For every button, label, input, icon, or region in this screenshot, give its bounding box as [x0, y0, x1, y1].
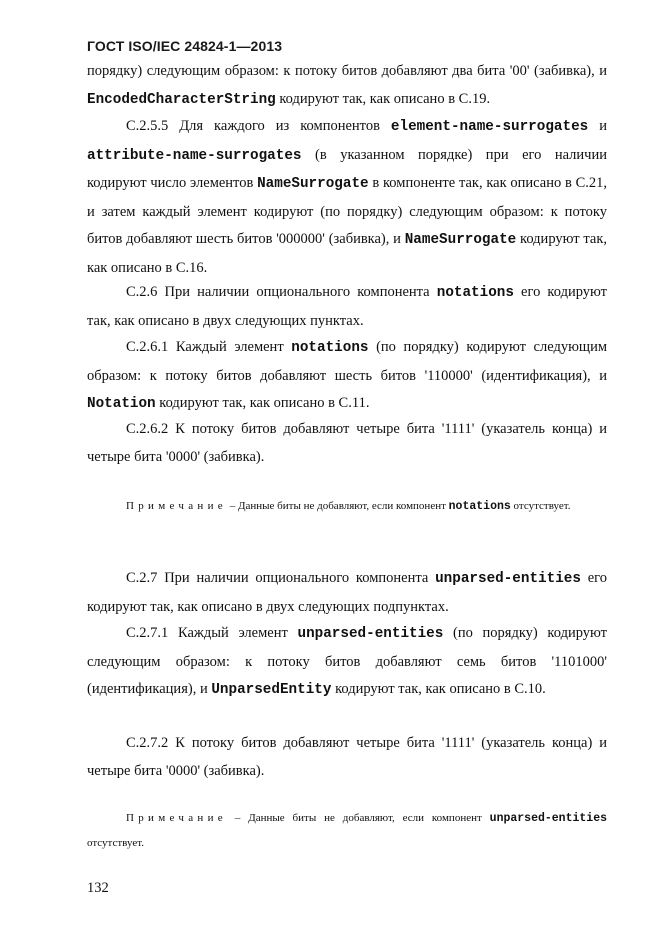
paragraph-c-2-6: [87, 279, 607, 335]
text: его кодируют так, как описано в двух следующих пунктах.: [87, 284, 607, 329]
paragraph-continuation: [87, 58, 607, 114]
code-term: unparsed-entities: [489, 812, 607, 825]
code-term: notations: [448, 500, 511, 513]
text: кодируют так, как описано в С.16.: [87, 231, 608, 276]
text: С.2.7.1 Каждый элемент: [126, 625, 298, 641]
paragraph-c-2-7-2: [87, 730, 607, 785]
code-term: notations: [291, 340, 369, 356]
text: (по порядку) кодируют следующим образом: к потоку битов добавляют семь битов '1101000' (идентификация), и: [87, 625, 607, 697]
code-term: NameSurrogate: [404, 232, 517, 248]
paragraph-c-2-6-2: [87, 416, 607, 471]
paragraph-c-2-7-1: [87, 620, 607, 705]
code-term: unparsed-entities: [435, 571, 581, 587]
code-term: attribute-name-surrogates: [87, 147, 302, 164]
text: С.2.6 При наличии опционального компонента: [126, 284, 437, 300]
paragraph-c-2-6-1: [87, 334, 607, 419]
code-term: EncodedCharacterString: [87, 91, 276, 108]
text: (по порядку) кодируют следующим образом: к потоку битов добавляют шесть битов '110000' (идентификация), и: [87, 339, 607, 384]
text: отсутствует.: [510, 500, 571, 512]
note-notations: [87, 494, 607, 519]
text: С.2.7.2 К потоку битов добавляют четыре бита '1111' (указатель конца) и четыре бита '0000' (забивка).: [87, 735, 607, 779]
note-label: Примечание: [126, 812, 227, 824]
note-label: Примечание: [126, 500, 227, 512]
code-term: element-name-surrogates: [390, 119, 589, 135]
text: порядку) следующим образом: к потоку битов добавляют два бита '00' (забивка), и: [87, 63, 607, 79]
text: отсутствует.: [87, 837, 144, 849]
text: – Данные биты не добавляют, если компонент: [226, 500, 449, 512]
text: кодируют так, как описано в С.10.: [331, 681, 546, 697]
page-number: 132: [87, 880, 109, 896]
code-term: notations: [436, 285, 514, 301]
text: С.2.7 При наличии опционального компонента: [126, 570, 436, 586]
text: (в указанном порядке) при его наличии кодируют число элементов: [87, 146, 607, 191]
code-term: unparsed-entities: [297, 626, 444, 642]
code-term: Notation: [87, 396, 156, 412]
text: С.2.6.1 Каждый элемент: [126, 339, 292, 355]
text: и: [588, 118, 607, 134]
code-term: NameSurrogate: [257, 176, 369, 192]
text: кодируют так, как описано в С.19.: [275, 90, 491, 107]
text: кодируют так, как описано в С.11.: [155, 395, 370, 411]
document-header: ГОСТ ISO/IEC 24824-1—2013: [87, 38, 283, 54]
text: его кодируют так, как описано в двух следующих подпунктах.: [87, 570, 608, 615]
code-term: UnparsedEntity: [211, 682, 332, 698]
paragraph-c-2-5-5: [87, 113, 607, 282]
text: – Данные биты не добавляют, если компонент: [226, 812, 490, 824]
text: в компоненте так, как описано в С.21, и затем каждый элемент кодируют (по порядку) следующим образом: к потоку битов добавляют шесть битов '000000' (забивка), и: [87, 175, 608, 247]
note-unparsed-entities: [87, 806, 607, 856]
text: С.2.5.5 Для каждого из компонентов: [126, 118, 391, 134]
text: С.2.6.2 К потоку битов добавляют четыре бита '1111' (указатель конца) и четыре бита '0000' (забивка).: [87, 421, 607, 465]
paragraph-c-2-7: [87, 565, 607, 621]
